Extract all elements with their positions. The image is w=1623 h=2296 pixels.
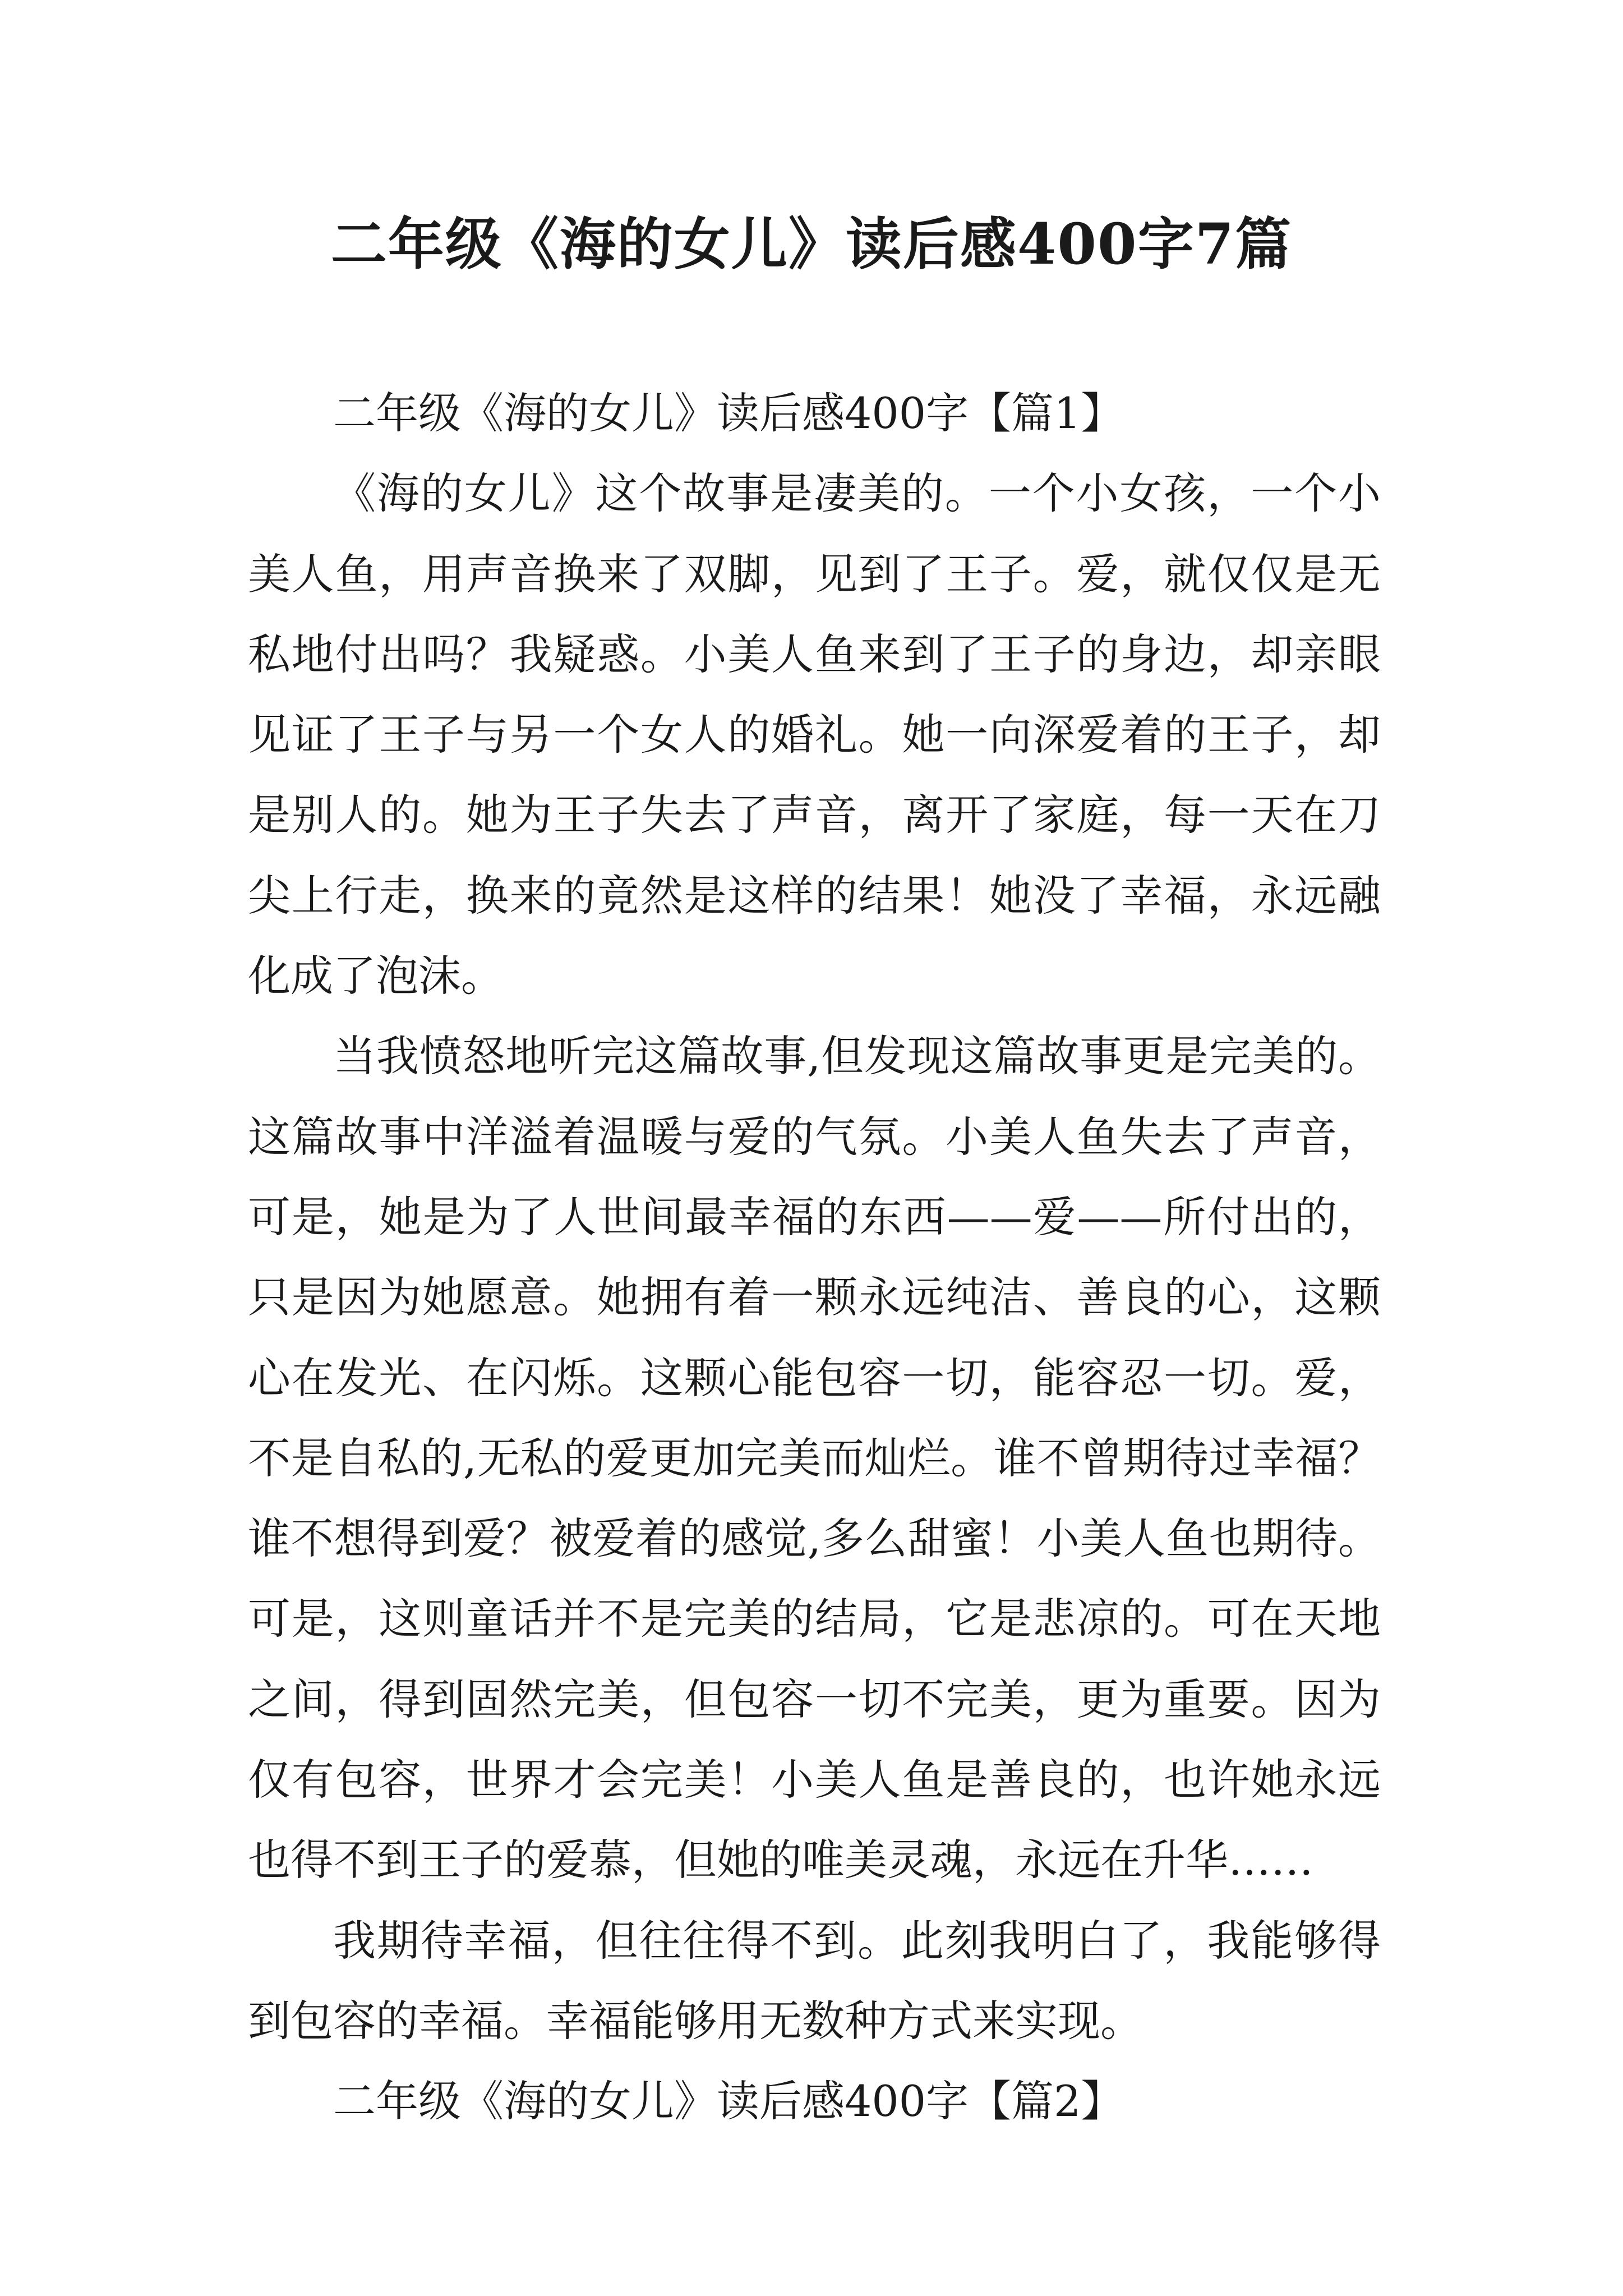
paragraph-line: 私地付出吗？我疑惑。小美人鱼来到了王子的身边，却亲眼 — [248, 629, 1381, 679]
paragraph-line: 是别人的。她为王子失去了声音，离开了家庭，每一天在刀 — [248, 790, 1381, 840]
paragraph-line: 到包容的幸福。幸福能够用无数种方式来实现。 — [248, 1995, 1143, 2046]
paragraph-line: 可是，这则童话并不是完美的结局，它是悲凉的。可在天地 — [248, 1594, 1381, 1644]
paragraph-line: 尖上行走，换来的竟然是这样的结果！她没了幸福，永远融 — [248, 870, 1381, 921]
paragraph-line: 见证了王子与另一个女人的婚礼。她一向深爱着的王子，却 — [248, 710, 1381, 760]
section-heading-1: 二年级《海的女儿》读后感400字【篇1】 — [333, 388, 1124, 438]
paragraph-line: 也得不到王子的爱慕，但她的唯美灵魂，永远在升华…… — [248, 1835, 1313, 1885]
paragraph-line: 这篇故事中洋溢着温暖与爱的气氛。小美人鱼失去了声音， — [248, 1111, 1381, 1162]
paragraph-line: 化成了泡沫。 — [248, 951, 504, 1001]
paragraph-line: 当我愤怒地听完这篇故事,但发现这篇故事更是完美的。 — [333, 1031, 1381, 1082]
document-body — [248, 373, 1381, 2142]
paragraph-line: 美人鱼，用声音换来了双脚，见到了王子。爱，就仅仅是无 — [248, 549, 1381, 599]
paragraph-line: 《海的女儿》这个故事是凄美的。一个小女孩，一个小 — [333, 468, 1381, 519]
paragraph-line: 仅有包容，世界才会完美！小美人鱼是善良的，也许她永远 — [248, 1755, 1381, 1805]
paragraph-line: 心在发光、在闪烁。这颗心能包容一切，能容忍一切。爱， — [248, 1352, 1381, 1403]
paragraph-line: 可是，她是为了人世间最幸福的东西——爱——所付出的， — [248, 1191, 1381, 1242]
paragraph-line: 只是因为她愿意。她拥有着一颗永远纯洁、善良的心，这颗 — [248, 1272, 1381, 1323]
section-heading-2: 二年级《海的女儿》读后感400字【篇2】 — [333, 2076, 1124, 2127]
paragraph-line: 我期待幸福，但往往得不到。此刻我明白了，我能够得 — [333, 1915, 1381, 1966]
paragraph-line: 不是自私的,无私的爱更加完美而灿烂。谁不曾期待过幸福？ — [248, 1433, 1381, 1483]
paragraph-line: 谁不想得到爱？被爱着的感觉,多么甜蜜！小美人鱼也期待。 — [248, 1513, 1381, 1564]
paragraph-line: 之间，得到固然完美，但包容一切不完美，更为重要。因为 — [248, 1674, 1381, 1724]
document-title: 二年级《海的女儿》读后感400字7篇 — [330, 211, 1293, 277]
